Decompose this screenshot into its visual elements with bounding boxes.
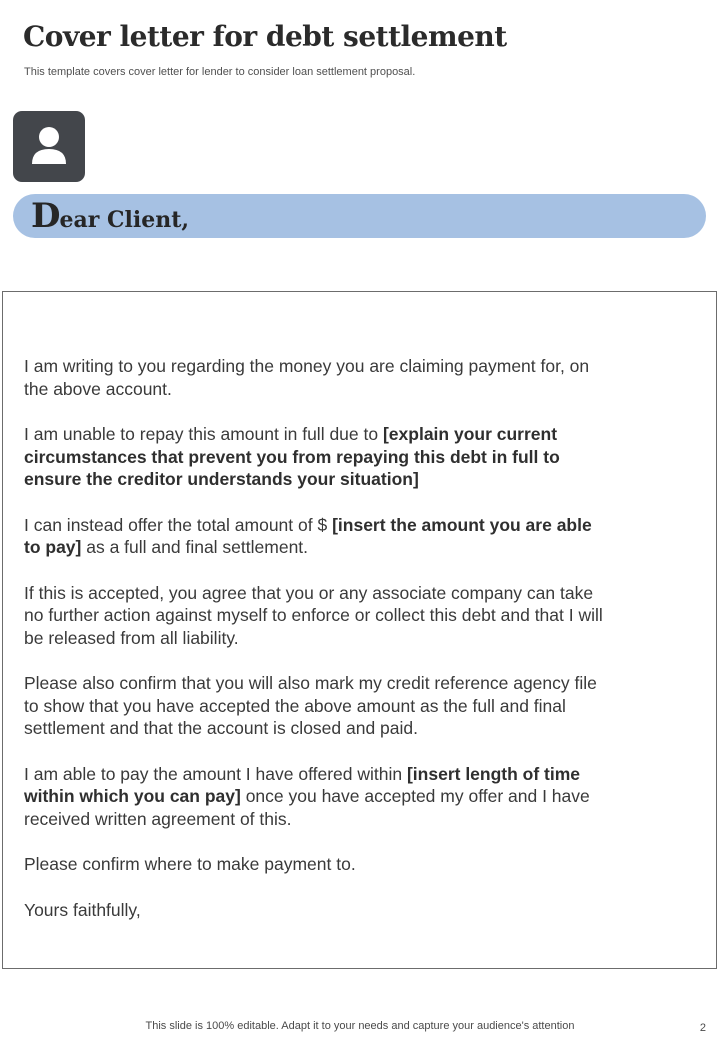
letter-paragraph-6-tail: once you have accepted my offer and I have received written agreement of this. bbox=[24, 786, 590, 829]
letter-paragraph-5: Please also confirm that you will also mark my credit reference agency file to show that you have accepted the above amount as the full and final settlement and that the account is closed and paid. bbox=[24, 673, 597, 738]
letter-paragraph-2-placeholder: [explain your current circumstances that prevent you from repaying this debt in full to ensure the creditor understands your situation] bbox=[24, 424, 560, 489]
letter-paragraph-6-text: I am able to pay the amount I have offered within bbox=[24, 763, 407, 784]
page-title: Cover letter for debt settlement bbox=[23, 20, 507, 53]
letter-paragraph-3 bbox=[24, 514, 604, 559]
letter-paragraph-3-tail: as a full and final settlement. bbox=[81, 537, 309, 557]
salutation-initial: D bbox=[31, 196, 60, 236]
letter-paragraph-4: If this is accepted, you agree that you or any associate company can take no further action against myself to enforce or collect this debt and that I will be released from all liability. bbox=[24, 582, 603, 648]
letter-paragraph-1: I am writing to you regarding the money you are claiming payment for, on the above account. bbox=[24, 356, 590, 399]
letter-box bbox=[2, 291, 717, 969]
letter-paragraph-2-text: I am unable to repay this amount in full due to bbox=[24, 424, 383, 444]
letter-paragraph-6-placeholder: [insert length of time within which you can pay] bbox=[24, 763, 581, 806]
avatar bbox=[13, 111, 85, 182]
salutation-bar bbox=[13, 194, 706, 238]
salutation-rest: ear Client, bbox=[59, 207, 190, 233]
page-subtitle: This template covers cover letter for lender to consider loan settlement proposal. bbox=[24, 66, 416, 78]
letter-body bbox=[24, 355, 604, 944]
user-icon bbox=[13, 111, 85, 182]
letter-paragraph-3-text: I can instead offer the total amount of $ bbox=[24, 514, 333, 535]
salutation bbox=[31, 197, 189, 239]
letter-paragraph-2 bbox=[24, 423, 604, 491]
footer-note: This slide is 100% editable. Adapt it to your needs and capture your audience's attention bbox=[145, 1020, 575, 1032]
page-number: 2 bbox=[699, 1022, 706, 1034]
letter-closing: Yours faithfully, bbox=[24, 899, 141, 920]
letter-paragraph-3-placeholder: [insert the amount you are able to pay] bbox=[24, 514, 592, 557]
letter-paragraph-7: Please confirm where to make payment to. bbox=[24, 854, 356, 874]
letter-paragraph-6 bbox=[24, 763, 604, 831]
